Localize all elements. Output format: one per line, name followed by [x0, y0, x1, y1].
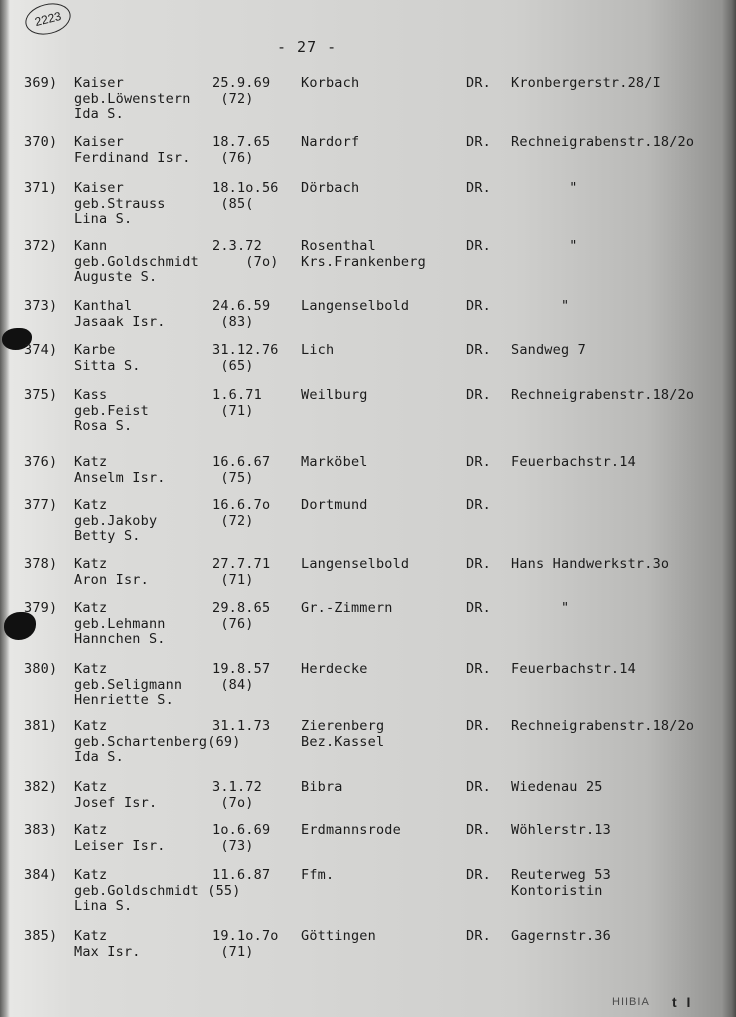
person-name-line: Hannchen S. — [74, 631, 166, 647]
page-number: - 27 - — [277, 38, 338, 56]
birth-date-line: 16.6.67 — [212, 454, 271, 470]
status-code: DR. — [466, 454, 491, 470]
status-code: DR. — [466, 387, 491, 403]
entry-number: 374) — [24, 342, 58, 358]
status-code: DR. — [466, 134, 491, 150]
status-code: DR. — [466, 779, 491, 795]
birth-date-line: (72) — [212, 512, 254, 529]
birth-place — [301, 601, 393, 617]
person-name-line: Lina S. — [74, 898, 133, 914]
person-name — [74, 780, 157, 811]
birth-date-line: (75) — [212, 469, 254, 486]
birth-place — [301, 239, 426, 270]
person-name — [74, 662, 182, 709]
person-name-line: geb.Seligmann — [74, 676, 183, 693]
birth-place — [301, 135, 359, 151]
person-name-line: Anselm Isr. — [74, 469, 166, 486]
person-name-line: Ferdinand Isr. — [74, 149, 191, 166]
status-code: DR. — [466, 497, 491, 513]
birth-date-line: (71) — [212, 571, 254, 588]
birth-date-line: (85( — [212, 195, 254, 212]
person-name-line: Katz — [74, 822, 108, 838]
person-name-line: Katz — [74, 718, 108, 734]
address-line: " — [511, 298, 570, 314]
birth-place-line: Weilburg — [301, 387, 368, 403]
address — [511, 823, 611, 839]
birth-place-line: Gr.-Zimmern — [301, 600, 393, 616]
birth-date-line: 16.6.7o — [212, 497, 271, 513]
birth-place — [301, 929, 376, 945]
person-name — [74, 557, 149, 588]
address-line: Reuterweg 53 — [511, 867, 611, 883]
address — [511, 719, 694, 735]
entry-number: 372) — [24, 238, 58, 254]
person-name-line: Leiser Isr. — [74, 837, 166, 854]
birth-date-line: 31.12.76 — [212, 342, 279, 358]
birth-place — [301, 181, 359, 197]
address — [511, 929, 611, 945]
birth-date — [212, 823, 270, 854]
status-code: DR. — [466, 867, 491, 883]
address — [511, 662, 636, 678]
address — [511, 343, 586, 359]
birth-date-line: 19.1o.7o — [212, 928, 279, 944]
person-name-line: Katz — [74, 779, 108, 795]
birth-date — [212, 780, 262, 811]
birth-date — [212, 498, 270, 529]
address-line: Rechneigrabenstr.18/2o — [511, 718, 695, 734]
entry-number: 385) — [24, 928, 58, 944]
birth-date-line: (76) — [212, 615, 254, 632]
birth-place — [301, 823, 401, 839]
address — [511, 868, 611, 899]
birth-place-line: Marköbel — [301, 454, 368, 470]
birth-place — [301, 343, 334, 359]
archive-stamp: 2223 — [22, 0, 74, 39]
status-code: DR. — [466, 928, 491, 944]
birth-date-line: (73) — [212, 837, 254, 854]
person-name-line: Aron Isr. — [74, 571, 149, 588]
birth-place-line: Langenselbold — [301, 298, 410, 314]
address — [511, 135, 694, 151]
entry-number: 369) — [24, 75, 58, 91]
birth-date — [212, 601, 270, 632]
birth-place — [301, 780, 343, 796]
birth-date — [212, 557, 270, 588]
status-code: DR. — [466, 556, 491, 572]
birth-place-line: Nardorf — [301, 134, 360, 150]
birth-date — [212, 239, 279, 270]
entry-number: 384) — [24, 867, 58, 883]
birth-place-line: Göttingen — [301, 928, 376, 944]
entry-number: 376) — [24, 454, 58, 470]
entry-number: 383) — [24, 822, 58, 838]
person-name-line: Katz — [74, 600, 108, 616]
entry-number: 371) — [24, 180, 58, 196]
person-name-line: geb.Lehmann — [74, 615, 166, 632]
status-code: DR. — [466, 600, 491, 616]
birth-date-line: 18.7.65 — [212, 134, 271, 150]
birth-date — [212, 929, 279, 960]
person-name — [74, 929, 141, 960]
address — [511, 181, 578, 197]
birth-place-line: Dörbach — [301, 180, 360, 196]
birth-date — [212, 719, 270, 735]
person-name-line: Lina S. — [74, 211, 133, 227]
birth-date-line: 31.1.73 — [212, 718, 271, 734]
birth-place-line: Krs.Frankenberg — [301, 253, 426, 270]
birth-place-line: Langenselbold — [301, 556, 410, 572]
address — [511, 388, 694, 404]
birth-date-line: 11.6.87 — [212, 867, 271, 883]
person-name-line: Katz — [74, 497, 108, 513]
birth-place — [301, 557, 409, 573]
birth-place-line: Zierenberg — [301, 718, 385, 734]
birth-place — [301, 498, 368, 514]
address — [511, 601, 569, 617]
status-code: DR. — [466, 238, 491, 254]
person-name — [74, 601, 166, 648]
person-name-line: Kann — [74, 238, 108, 254]
birth-date-line: 18.1o.56 — [212, 180, 279, 196]
address — [511, 557, 669, 573]
entry-number: 380) — [24, 661, 58, 677]
birth-place-line: Ffm. — [301, 867, 335, 883]
birth-place — [301, 299, 409, 315]
birth-date — [212, 868, 270, 884]
person-name-line: Ida S. — [74, 749, 124, 765]
birth-date-line: 3.1.72 — [212, 779, 262, 795]
birth-date — [212, 343, 279, 374]
birth-date-line: (83) — [212, 313, 254, 330]
person-name-line: Kanthal — [74, 298, 133, 314]
birth-date-line: (71) — [212, 402, 254, 419]
person-name-line: geb.Schartenberg(69) — [74, 733, 241, 750]
person-name-line: Henriette S. — [74, 692, 174, 708]
person-name-line: Ida S. — [74, 106, 124, 122]
birth-date-line: (84) — [212, 676, 254, 693]
person-name-line: geb.Löwenstern — [74, 90, 191, 107]
birth-date — [212, 135, 270, 166]
person-name-line: geb.Jakoby — [74, 512, 158, 529]
birth-place — [301, 662, 368, 678]
person-name-line: Katz — [74, 661, 108, 677]
address-line: Wöhlerstr.13 — [511, 822, 611, 838]
person-name-line: Kaiser — [74, 75, 124, 91]
entry-number: 375) — [24, 387, 58, 403]
birth-date-line: 25.9.69 — [212, 75, 271, 91]
birth-place-line: Bez.Kassel — [301, 733, 385, 750]
status-code: DR. — [466, 180, 491, 196]
person-name-line: Katz — [74, 556, 108, 572]
person-name — [74, 498, 157, 545]
person-name-line: Josef Isr. — [74, 794, 158, 811]
address-line: " — [511, 238, 578, 254]
address-line: Rechneigrabenstr.18/2o — [511, 134, 695, 150]
address-line: Kontoristin — [511, 882, 603, 899]
person-name-line: Jasaak Isr. — [74, 313, 166, 330]
address-line: Kronbergerstr.28/I — [511, 75, 661, 91]
birth-place-line: Rosenthal — [301, 238, 376, 254]
birth-date-line: (71) — [212, 943, 254, 960]
status-code: DR. — [466, 822, 491, 838]
address — [511, 299, 569, 315]
birth-date — [212, 299, 270, 330]
birth-place — [301, 868, 334, 884]
birth-date-line: 19.8.57 — [212, 661, 271, 677]
status-code: DR. — [466, 298, 491, 314]
birth-date — [212, 455, 270, 486]
birth-date-line: 1o.6.69 — [212, 822, 271, 838]
person-name-line: Kass — [74, 387, 108, 403]
person-name — [74, 388, 149, 435]
birth-date-line: (76) — [212, 149, 254, 166]
birth-place-line: Herdecke — [301, 661, 368, 677]
person-name-line: Rosa S. — [74, 418, 133, 434]
person-name-line: geb.Feist — [74, 402, 149, 419]
person-name-line: geb.Goldschmidt (55) — [74, 882, 241, 899]
address-line: " — [511, 180, 578, 196]
entry-number: 377) — [24, 497, 58, 513]
birth-date-line: 1.6.71 — [212, 387, 262, 403]
bottom-margin-symbols: t I — [672, 994, 694, 1010]
birth-place — [301, 76, 359, 92]
person-name — [74, 823, 166, 854]
birth-place-line: Lich — [301, 342, 335, 358]
entry-number: 382) — [24, 779, 58, 795]
person-name-line: Betty S. — [74, 528, 141, 544]
person-name-line: geb.Goldschmidt — [74, 253, 199, 270]
address-line: Sandweg 7 — [511, 342, 586, 358]
person-name — [74, 455, 166, 486]
birth-date-line: 29.8.65 — [212, 600, 271, 616]
person-name — [74, 343, 141, 374]
birth-place — [301, 455, 368, 471]
person-name-line: Auguste S. — [74, 269, 158, 285]
address-line: Hans Handwerkstr.3o — [511, 556, 670, 572]
birth-place-line: Erdmannsrode — [301, 822, 401, 838]
status-code: DR. — [466, 342, 491, 358]
person-name — [74, 76, 191, 123]
status-code: DR. — [466, 75, 491, 91]
birth-date-line: 24.6.59 — [212, 298, 271, 314]
birth-date-line: (72) — [212, 90, 254, 107]
person-name-line: Karbe — [74, 342, 116, 358]
birth-date-line: (65) — [212, 357, 254, 374]
person-name-line: Kaiser — [74, 180, 124, 196]
bottom-margin-mark: HIIBIA — [612, 996, 650, 1008]
birth-date — [212, 181, 279, 212]
birth-date-line: 27.7.71 — [212, 556, 271, 572]
person-name — [74, 239, 199, 286]
birth-place — [301, 719, 384, 750]
person-name — [74, 181, 166, 228]
birth-date-line: (7o) — [212, 794, 254, 811]
entry-number: 370) — [24, 134, 58, 150]
person-name-line: Max Isr. — [74, 943, 141, 960]
person-name-line: Sitta S. — [74, 357, 141, 374]
birth-place-line: Dortmund — [301, 497, 368, 513]
status-code: DR. — [466, 661, 491, 677]
address — [511, 76, 661, 92]
entry-number: 379) — [24, 600, 58, 616]
address-line: Gagernstr.36 — [511, 928, 611, 944]
birth-place-line: Bibra — [301, 779, 343, 795]
person-name — [74, 299, 166, 330]
address-line: Wiedenau 25 — [511, 779, 603, 795]
birth-place — [301, 388, 368, 404]
birth-date — [212, 388, 262, 419]
address-line: " — [511, 600, 570, 616]
birth-date — [212, 76, 270, 107]
address-line: Feuerbachstr.14 — [511, 661, 636, 677]
entry-number: 381) — [24, 718, 58, 734]
address — [511, 239, 578, 255]
address-line: Feuerbachstr.14 — [511, 454, 636, 470]
birth-date-line: (7o) — [212, 253, 279, 270]
person-name-line: Katz — [74, 867, 108, 883]
address-line: Rechneigrabenstr.18/2o — [511, 387, 695, 403]
person-name-line: Katz — [74, 454, 108, 470]
birth-date-line: 2.3.72 — [212, 238, 262, 254]
entry-number: 378) — [24, 556, 58, 572]
person-name-line: Kaiser — [74, 134, 124, 150]
address — [511, 780, 603, 796]
person-name-line: geb.Strauss — [74, 195, 166, 212]
status-code: DR. — [466, 718, 491, 734]
address — [511, 455, 636, 471]
person-name-line: Katz — [74, 928, 108, 944]
birth-date — [212, 662, 270, 693]
person-name — [74, 135, 191, 166]
entry-number: 373) — [24, 298, 58, 314]
birth-place-line: Korbach — [301, 75, 360, 91]
